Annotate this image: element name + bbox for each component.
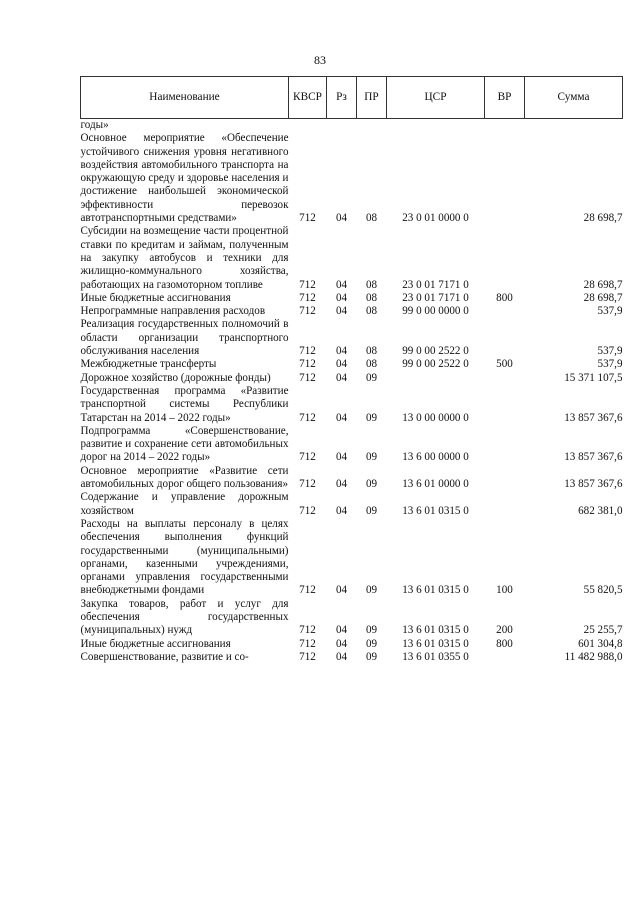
cell-rz: 04 — [335, 358, 348, 371]
cell-sum: 13 857 367,6 — [564, 478, 623, 491]
cell-sum: 601 304,8 — [578, 637, 623, 650]
cell-name: Расходы на выплаты персоналу в целях обеспечения выполнения функций государственными (муниципальными) органами, казенными учреждениями, органами управления государственными внебюджетными фондами — [80, 517, 289, 597]
cell-name: Дорожное хозяйство (дорожные фонды) — [80, 371, 271, 384]
cell-sum: 25 255,7 — [583, 624, 623, 637]
cell-name: Иные бюджетные ассигнования — [80, 291, 231, 304]
cell-kvsr: 712 — [299, 305, 316, 318]
cell-vr — [485, 305, 525, 318]
table-row — [81, 318, 623, 358]
cell-csr: 13 6 01 0355 0 — [402, 650, 469, 663]
cell-csr: 23 0 01 7171 0 — [402, 291, 469, 304]
cell-vr — [485, 132, 525, 225]
cell-name: Подпрограмма «Совершенствование, развитие и сохранение сети автомобильных дорог на 2014 – 2022 годы» — [80, 424, 289, 464]
cell-name: Содержание и управление дорожным хозяйством — [80, 491, 289, 517]
cell-rz: 04 — [335, 650, 348, 663]
table-row — [81, 518, 623, 598]
cell-vr — [485, 465, 525, 492]
cell-sum: 28 698,7 — [583, 291, 623, 304]
cell-pr: 09 — [365, 371, 378, 384]
cell-sum: 28 698,7 — [583, 212, 623, 225]
cell-vr — [485, 491, 525, 518]
cell-csr: 99 0 00 0000 0 — [402, 305, 469, 318]
column-header-rz: Рз — [327, 77, 357, 119]
cell-pr: 08 — [365, 278, 378, 291]
column-header-name: Наименование — [81, 77, 289, 119]
cell-name: Реализация государственных полномочий в области организации транспортного обслуживания населения — [80, 318, 289, 358]
table-row — [81, 465, 623, 492]
cell-kvsr: 712 — [299, 411, 316, 424]
table-row — [81, 385, 623, 425]
cell-kvsr: 712 — [299, 358, 316, 371]
cell-pr: 09 — [365, 411, 378, 424]
cell-csr: 13 6 01 0315 0 — [402, 624, 469, 637]
cell-pr: 08 — [365, 291, 378, 304]
column-header-pr: ПР — [357, 77, 387, 119]
cell-rz — [327, 119, 357, 133]
cell-rz: 04 — [335, 411, 348, 424]
cell-csr: 99 0 00 2522 0 — [402, 358, 469, 371]
cell-kvsr: 712 — [299, 584, 316, 597]
cell-rz: 04 — [335, 345, 348, 358]
cell-name: Государственная программа «Развитие транспортной системы Республики Татарстан на 2014 – 2022 годы» — [80, 384, 289, 424]
cell-sum: 537,9 — [597, 305, 623, 318]
table-row — [81, 225, 623, 291]
table-row — [81, 292, 623, 305]
cell-kvsr: 712 — [299, 637, 316, 650]
cell-sum: 55 820,5 — [583, 584, 623, 597]
cell-rz: 04 — [335, 212, 348, 225]
cell-pr: 09 — [365, 650, 378, 663]
cell-pr: 09 — [365, 584, 378, 597]
cell-kvsr — [289, 119, 327, 133]
cell-sum: 537,9 — [597, 358, 623, 371]
cell-name: Непрограммные направления расходов — [80, 305, 266, 318]
cell-rz: 04 — [335, 584, 348, 597]
cell-rz: 04 — [335, 504, 348, 517]
cell-csr — [387, 372, 485, 385]
column-header-csr: ЦСР — [387, 77, 485, 119]
table-row — [81, 598, 623, 638]
cell-rz: 04 — [335, 305, 348, 318]
cell-name: Совершенствование, развитие и со- — [80, 650, 249, 663]
cell-sum — [525, 119, 623, 133]
cell-csr — [387, 119, 485, 133]
table-row — [81, 491, 623, 518]
cell-pr: 09 — [365, 478, 378, 491]
cell-rz: 04 — [335, 624, 348, 637]
cell-kvsr: 712 — [299, 345, 316, 358]
cell-name: Основное мероприятие «Развитие сети автомобильных дорог общего пользования» — [80, 464, 289, 491]
cell-pr: 09 — [365, 637, 378, 650]
cell-pr: 08 — [365, 358, 378, 371]
table-row — [81, 305, 623, 318]
cell-vr: 800 — [496, 291, 513, 304]
cell-rz: 04 — [335, 371, 348, 384]
column-header-kvsr: КВСР — [289, 77, 327, 119]
cell-csr: 99 0 00 2522 0 — [402, 345, 469, 358]
cell-kvsr: 712 — [299, 624, 316, 637]
cell-kvsr: 712 — [299, 291, 316, 304]
cell-pr: 08 — [365, 345, 378, 358]
cell-sum: 682 381,0 — [578, 504, 623, 517]
cell-vr — [485, 372, 525, 385]
cell-vr: 500 — [496, 358, 513, 371]
cell-rz: 04 — [335, 637, 348, 650]
cell-vr: 100 — [496, 584, 513, 597]
cell-name: Субсидии на возмещение части процентной ставки по кредитам и займам, полученным на закупку автобусов и техники для жилищно-коммунального хозяйства, работающих на газомоторном топливе — [80, 225, 289, 291]
cell-kvsr: 712 — [299, 504, 316, 517]
cell-kvsr: 712 — [299, 371, 316, 384]
cell-csr: 23 0 01 7171 0 — [402, 278, 469, 291]
cell-kvsr: 712 — [299, 212, 316, 225]
cell-vr — [485, 651, 525, 664]
cell-csr: 13 6 01 0315 0 — [402, 584, 469, 597]
table-row — [81, 119, 623, 133]
table-header-row — [81, 77, 623, 119]
cell-kvsr: 712 — [299, 478, 316, 491]
cell-rz: 04 — [335, 478, 348, 491]
cell-sum: 15 371 107,5 — [564, 371, 623, 384]
cell-sum: 13 857 367,6 — [564, 411, 623, 424]
cell-vr — [485, 225, 525, 291]
cell-rz: 04 — [335, 278, 348, 291]
cell-csr: 13 0 00 0000 0 — [402, 411, 469, 424]
cell-name: Основное мероприятие «Обеспечение устойчивого снижения уровня негативного воздействия автомобильного транспорта на окружающую среду и здоровье населения и достижение наибольшей экономической эффективности перевозок автотранспортными средствами» — [80, 132, 289, 225]
cell-sum: 28 698,7 — [583, 278, 623, 291]
budget-table — [80, 76, 623, 664]
cell-sum: 537,9 — [597, 345, 623, 358]
cell-vr: 800 — [496, 637, 513, 650]
column-header-sum: Сумма — [525, 77, 623, 119]
table-row — [81, 651, 623, 664]
cell-name: годы» — [80, 119, 109, 131]
cell-csr: 13 6 01 0315 0 — [402, 637, 469, 650]
cell-sum: 13 857 367,6 — [564, 451, 623, 464]
cell-vr — [485, 425, 525, 465]
cell-pr: 09 — [365, 624, 378, 637]
cell-pr: 09 — [365, 504, 378, 517]
cell-kvsr: 712 — [299, 650, 316, 663]
table-row — [81, 132, 623, 225]
cell-pr: 09 — [365, 451, 378, 464]
cell-rz: 04 — [335, 451, 348, 464]
cell-vr — [485, 318, 525, 358]
cell-csr: 13 6 01 0315 0 — [402, 504, 469, 517]
cell-kvsr: 712 — [299, 278, 316, 291]
cell-vr — [485, 385, 525, 425]
page-number: 83 — [314, 53, 326, 67]
cell-rz: 04 — [335, 291, 348, 304]
table-row — [81, 372, 623, 385]
cell-pr: 08 — [365, 212, 378, 225]
table-row — [81, 358, 623, 371]
cell-name: Межбюджетные трансферты — [80, 358, 217, 371]
cell-pr: 08 — [365, 305, 378, 318]
cell-csr: 13 6 00 0000 0 — [402, 451, 469, 464]
cell-name: Иные бюджетные ассигнования — [80, 637, 231, 650]
column-header-vr: ВР — [485, 77, 525, 119]
cell-name: Закупка товаров, работ и услуг для обеспечения государственных (муниципальных) нужд — [80, 597, 289, 637]
cell-sum: 11 482 988,0 — [564, 650, 623, 663]
cell-csr: 13 6 01 0000 0 — [402, 478, 469, 491]
cell-csr: 23 0 01 0000 0 — [402, 212, 469, 225]
cell-kvsr: 712 — [299, 451, 316, 464]
cell-pr — [357, 119, 387, 133]
cell-vr: 200 — [496, 624, 513, 637]
table-row — [81, 425, 623, 465]
table-row — [81, 638, 623, 651]
cell-vr — [485, 119, 525, 133]
table-body — [81, 119, 623, 665]
